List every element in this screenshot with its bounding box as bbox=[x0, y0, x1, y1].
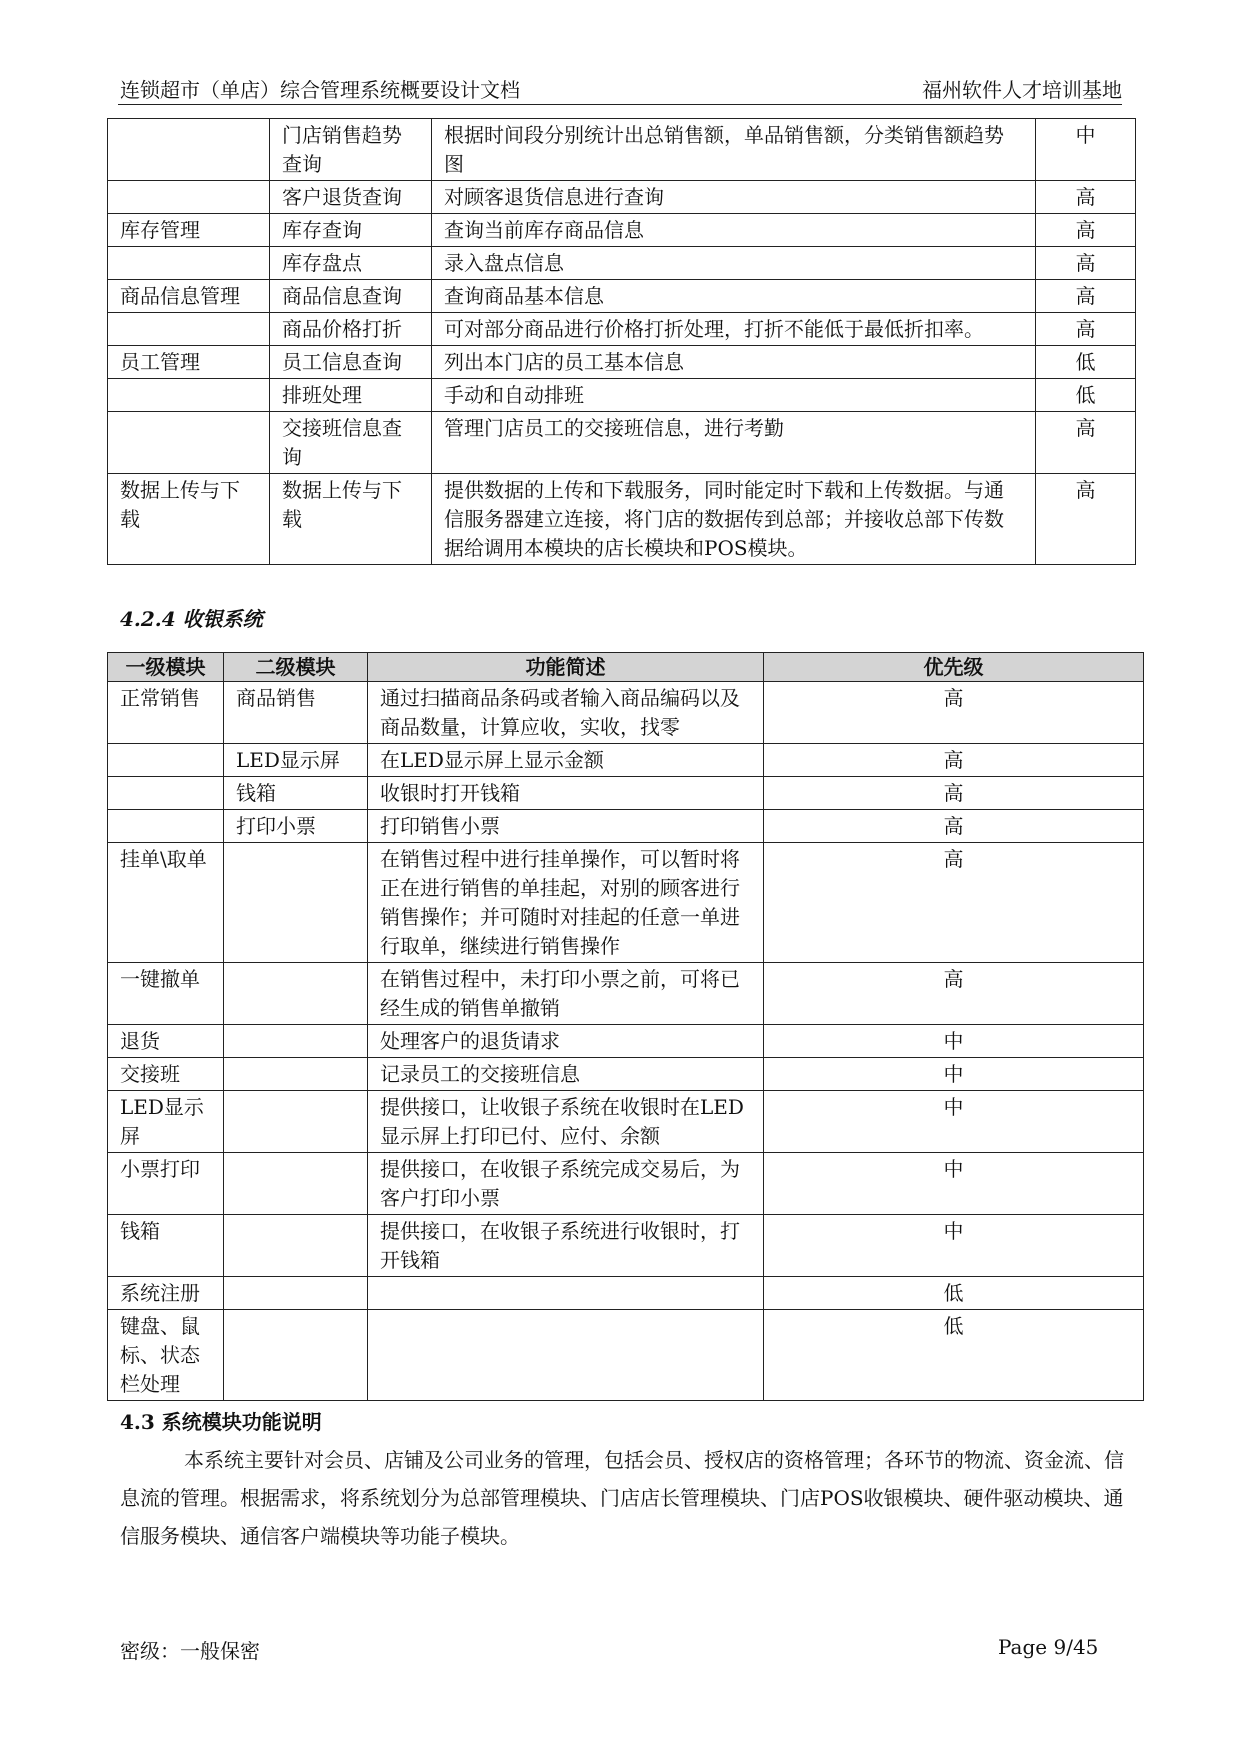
priority-cell: 中 bbox=[1036, 119, 1136, 181]
description-cell bbox=[368, 1277, 764, 1310]
priority-cell: 高 bbox=[764, 777, 1144, 810]
header-title: 连锁超市（单店）综合管理系统概要设计文档 bbox=[120, 78, 520, 102]
level1-cell bbox=[108, 313, 270, 346]
description-cell: 打印销售小票 bbox=[368, 810, 764, 843]
description-cell: 查询当前库存商品信息 bbox=[432, 214, 1036, 247]
description-cell: 列出本门店的员工基本信息 bbox=[432, 346, 1036, 379]
priority-cell: 低 bbox=[764, 1277, 1144, 1310]
table-row bbox=[108, 214, 1136, 247]
priority-cell: 高 bbox=[764, 843, 1144, 963]
table-header-row bbox=[108, 653, 1144, 682]
table-row bbox=[108, 181, 1136, 214]
level2-cell bbox=[224, 1277, 368, 1310]
level2-cell: 商品销售 bbox=[224, 682, 368, 744]
level2-cell: 交接班信息查询 bbox=[270, 412, 432, 474]
level1-cell bbox=[108, 744, 224, 777]
table-row bbox=[108, 313, 1136, 346]
table-row bbox=[108, 1025, 1144, 1058]
level1-cell: 挂单\取单 bbox=[108, 843, 224, 963]
description-cell: 对顾客退货信息进行查询 bbox=[432, 181, 1036, 214]
level1-cell bbox=[108, 810, 224, 843]
level1-cell: 钱箱 bbox=[108, 1215, 224, 1277]
level1-cell bbox=[108, 119, 270, 181]
level2-cell: LED显示屏 bbox=[224, 744, 368, 777]
description-cell: 根据时间段分别统计出总销售额，单品销售额，分类销售额趋势图 bbox=[432, 119, 1036, 181]
table-row bbox=[108, 412, 1136, 474]
level1-cell: 交接班 bbox=[108, 1058, 224, 1091]
column-header-description: 功能简述 bbox=[368, 653, 764, 682]
level1-cell: 库存管理 bbox=[108, 214, 270, 247]
description-cell: 收银时打开钱箱 bbox=[368, 777, 764, 810]
priority-cell: 高 bbox=[1036, 214, 1136, 247]
table-row bbox=[108, 843, 1144, 963]
paragraph-text: 本系统主要针对会员、店铺及公司业务的管理，包括会员、授权店的资格管理；各环节的物流、资金流、信息流的管理。根据需求，将系统划分为总部管理模块、门店店长管理模块、门店POS收银模块、硬件驱动模块、通信服务模块、通信客户端模块等功能子模块。 bbox=[120, 1448, 1124, 1548]
table-row bbox=[108, 777, 1144, 810]
level2-cell: 员工信息查询 bbox=[270, 346, 432, 379]
priority-cell: 中 bbox=[764, 1091, 1144, 1153]
table-row bbox=[108, 1153, 1144, 1215]
section-heading-cashier-system: 4.2.4 收银系统 bbox=[120, 607, 263, 631]
level2-cell bbox=[224, 1310, 368, 1401]
level1-cell bbox=[108, 379, 270, 412]
footer-classification: 密级：一般保密 bbox=[120, 1639, 260, 1663]
priority-cell: 低 bbox=[764, 1310, 1144, 1401]
level1-cell bbox=[108, 777, 224, 810]
level2-cell bbox=[224, 1153, 368, 1215]
table-row bbox=[108, 1091, 1144, 1153]
level1-cell: 键盘、鼠标、状态栏处理 bbox=[108, 1310, 224, 1401]
table-row bbox=[108, 119, 1136, 181]
level1-cell: 正常销售 bbox=[108, 682, 224, 744]
priority-cell: 低 bbox=[1036, 379, 1136, 412]
priority-cell: 高 bbox=[764, 744, 1144, 777]
table-row bbox=[108, 346, 1136, 379]
priority-cell: 高 bbox=[1036, 313, 1136, 346]
table-row bbox=[108, 963, 1144, 1025]
table-row bbox=[108, 1058, 1144, 1091]
priority-cell: 高 bbox=[764, 682, 1144, 744]
level1-cell bbox=[108, 247, 270, 280]
level2-cell bbox=[224, 1058, 368, 1091]
description-cell: 提供接口，在收银子系统进行收银时，打开钱箱 bbox=[368, 1215, 764, 1277]
table-row bbox=[108, 1277, 1144, 1310]
column-header-priority: 优先级 bbox=[764, 653, 1144, 682]
priority-cell: 高 bbox=[1036, 474, 1136, 565]
description-cell: 手动和自动排班 bbox=[432, 379, 1036, 412]
priority-cell: 中 bbox=[764, 1215, 1144, 1277]
description-cell: 查询商品基本信息 bbox=[432, 280, 1036, 313]
module-table-continued bbox=[107, 118, 1136, 565]
level2-cell: 商品信息查询 bbox=[270, 280, 432, 313]
priority-cell: 中 bbox=[764, 1153, 1144, 1215]
level2-cell: 数据上传与下载 bbox=[270, 474, 432, 565]
table-row bbox=[108, 682, 1144, 744]
level2-cell bbox=[224, 843, 368, 963]
description-cell: 处理客户的退货请求 bbox=[368, 1025, 764, 1058]
table-row bbox=[108, 247, 1136, 280]
header-organization: 福州软件人才培训基地 bbox=[922, 78, 1122, 102]
table-row bbox=[108, 280, 1136, 313]
description-cell bbox=[368, 1310, 764, 1401]
priority-cell: 低 bbox=[1036, 346, 1136, 379]
description-cell: 录入盘点信息 bbox=[432, 247, 1036, 280]
priority-cell: 高 bbox=[764, 963, 1144, 1025]
priority-cell: 高 bbox=[764, 810, 1144, 843]
level2-cell: 排班处理 bbox=[270, 379, 432, 412]
priority-cell: 高 bbox=[1036, 247, 1136, 280]
priority-cell: 中 bbox=[764, 1025, 1144, 1058]
table-row bbox=[108, 1215, 1144, 1277]
description-cell: 在LED显示屏上显示金额 bbox=[368, 744, 764, 777]
level1-cell: 退货 bbox=[108, 1025, 224, 1058]
description-cell: 可对部分商品进行价格打折处理，打折不能低于最低折扣率。 bbox=[432, 313, 1036, 346]
description-cell: 在销售过程中进行挂单操作，可以暂时将正在进行销售的单挂起，对别的顾客进行销售操作；并可随时对挂起的任意一单进行取单，继续进行销售操作 bbox=[368, 843, 764, 963]
level2-cell: 钱箱 bbox=[224, 777, 368, 810]
table-row bbox=[108, 744, 1144, 777]
table-row bbox=[108, 474, 1136, 565]
level2-cell bbox=[224, 1091, 368, 1153]
level2-cell: 客户退货查询 bbox=[270, 181, 432, 214]
level2-cell: 打印小票 bbox=[224, 810, 368, 843]
cashier-module-table bbox=[107, 652, 1144, 1401]
body-paragraph bbox=[120, 1441, 1130, 1555]
level2-cell: 库存盘点 bbox=[270, 247, 432, 280]
table-row bbox=[108, 810, 1144, 843]
description-cell: 在销售过程中，未打印小票之前，可将已经生成的销售单撤销 bbox=[368, 963, 764, 1025]
table-row bbox=[108, 379, 1136, 412]
description-cell: 提供接口，让收银子系统在收银时在LED显示屏上打印已付、应付、余额 bbox=[368, 1091, 764, 1153]
footer-page-number: Page 9/45 bbox=[998, 1635, 1099, 1659]
header-divider bbox=[118, 104, 1122, 105]
level1-cell: 小票打印 bbox=[108, 1153, 224, 1215]
level1-cell: 一键撤单 bbox=[108, 963, 224, 1025]
priority-cell: 高 bbox=[1036, 412, 1136, 474]
priority-cell: 中 bbox=[764, 1058, 1144, 1091]
level2-cell: 库存查询 bbox=[270, 214, 432, 247]
column-header-level1: 一级模块 bbox=[108, 653, 224, 682]
level1-cell: 系统注册 bbox=[108, 1277, 224, 1310]
level2-cell bbox=[224, 1025, 368, 1058]
description-cell: 管理门店员工的交接班信息，进行考勤 bbox=[432, 412, 1036, 474]
level2-cell bbox=[224, 1215, 368, 1277]
priority-cell: 高 bbox=[1036, 280, 1136, 313]
level1-cell bbox=[108, 181, 270, 214]
description-cell: 通过扫描商品条码或者输入商品编码以及商品数量，计算应收，实收，找零 bbox=[368, 682, 764, 744]
level2-cell: 门店销售趋势查询 bbox=[270, 119, 432, 181]
level2-cell: 商品价格打折 bbox=[270, 313, 432, 346]
table-row bbox=[108, 1310, 1144, 1401]
level1-cell: 商品信息管理 bbox=[108, 280, 270, 313]
priority-cell: 高 bbox=[1036, 181, 1136, 214]
level1-cell: 数据上传与下载 bbox=[108, 474, 270, 565]
level2-cell bbox=[224, 963, 368, 1025]
description-cell: 记录员工的交接班信息 bbox=[368, 1058, 764, 1091]
description-cell: 提供接口，在收银子系统完成交易后，为客户打印小票 bbox=[368, 1153, 764, 1215]
level1-cell: LED显示屏 bbox=[108, 1091, 224, 1153]
level1-cell: 员工管理 bbox=[108, 346, 270, 379]
description-cell: 提供数据的上传和下载服务，同时能定时下载和上传数据。与通信服务器建立连接，将门店的数据传到总部；并接收总部下传数据给调用本模块的店长模块和POS模块。 bbox=[432, 474, 1036, 565]
level1-cell bbox=[108, 412, 270, 474]
column-header-level2: 二级模块 bbox=[224, 653, 368, 682]
section-heading-module-description: 4.3 系统模块功能说明 bbox=[120, 1410, 322, 1434]
